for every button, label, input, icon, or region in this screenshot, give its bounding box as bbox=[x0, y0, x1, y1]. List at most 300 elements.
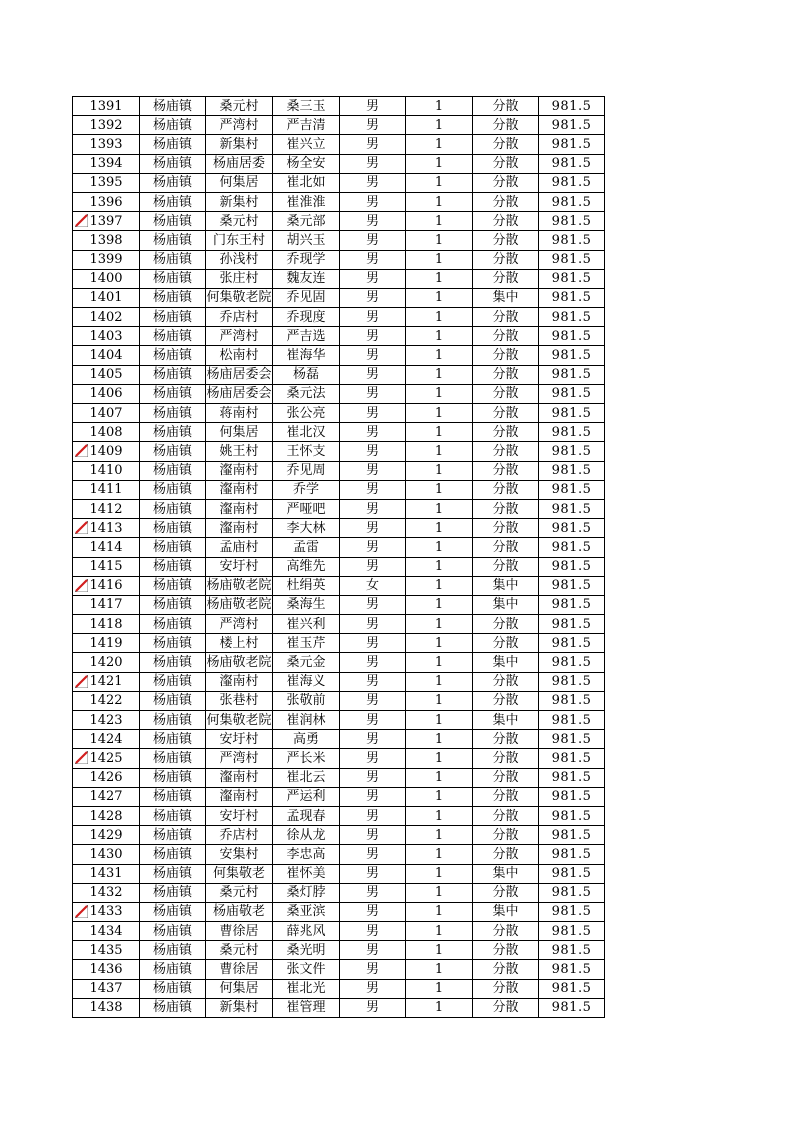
table-row[interactable] bbox=[73, 212, 605, 231]
amount-cell[interactable]: 981.5 bbox=[539, 845, 605, 864]
table-row[interactable] bbox=[73, 308, 605, 327]
table-row[interactable] bbox=[73, 327, 605, 346]
row-number-cell[interactable]: 1436 bbox=[73, 960, 140, 979]
amount-cell[interactable]: 981.5 bbox=[539, 308, 605, 327]
table-row[interactable] bbox=[73, 173, 605, 192]
person-name-cell[interactable]: 高维先 bbox=[273, 557, 340, 576]
row-number-cell[interactable]: 1409 bbox=[73, 442, 140, 461]
count-cell[interactable]: 1 bbox=[406, 442, 473, 461]
table-row[interactable] bbox=[73, 979, 605, 998]
support-mode-cell[interactable]: 分散 bbox=[473, 787, 539, 806]
village-cell[interactable]: 孙浅村 bbox=[206, 250, 273, 269]
count-cell[interactable]: 1 bbox=[406, 979, 473, 998]
support-mode-cell[interactable]: 分散 bbox=[473, 538, 539, 557]
table-row[interactable] bbox=[73, 442, 605, 461]
person-name-cell[interactable]: 严运利 bbox=[273, 787, 340, 806]
table-row[interactable] bbox=[73, 404, 605, 423]
table-row[interactable] bbox=[73, 365, 605, 384]
count-cell[interactable]: 1 bbox=[406, 845, 473, 864]
village-cell[interactable]: 新集村 bbox=[206, 135, 273, 154]
person-name-cell[interactable]: 崔管理 bbox=[273, 998, 340, 1017]
amount-cell[interactable]: 981.5 bbox=[539, 154, 605, 173]
person-name-cell[interactable]: 张敬前 bbox=[273, 691, 340, 710]
table-row[interactable] bbox=[73, 998, 605, 1017]
support-mode-cell[interactable]: 分散 bbox=[473, 883, 539, 902]
town-cell[interactable]: 杨庙镇 bbox=[140, 787, 206, 806]
gender-cell[interactable]: 男 bbox=[340, 998, 406, 1017]
table-row[interactable] bbox=[73, 154, 605, 173]
town-cell[interactable]: 杨庙镇 bbox=[140, 845, 206, 864]
village-cell[interactable]: 桑元村 bbox=[206, 97, 273, 116]
row-number-cell[interactable]: 1400 bbox=[73, 269, 140, 288]
support-mode-cell[interactable]: 分散 bbox=[473, 826, 539, 845]
row-number-cell[interactable]: 1426 bbox=[73, 768, 140, 787]
amount-cell[interactable]: 981.5 bbox=[539, 864, 605, 883]
row-number-cell[interactable]: 1415 bbox=[73, 557, 140, 576]
gender-cell[interactable]: 男 bbox=[340, 308, 406, 327]
village-cell[interactable]: 杨庙敬老院 bbox=[206, 653, 273, 672]
count-cell[interactable]: 1 bbox=[406, 787, 473, 806]
village-cell[interactable]: 安圩村 bbox=[206, 557, 273, 576]
village-cell[interactable]: 何集敬老院 bbox=[206, 288, 273, 307]
support-mode-cell[interactable]: 分散 bbox=[473, 960, 539, 979]
support-mode-cell[interactable]: 分散 bbox=[473, 922, 539, 941]
table-row[interactable] bbox=[73, 576, 605, 595]
town-cell[interactable]: 杨庙镇 bbox=[140, 595, 206, 614]
support-mode-cell[interactable]: 分散 bbox=[473, 941, 539, 960]
amount-cell[interactable]: 981.5 bbox=[539, 672, 605, 691]
table-row[interactable] bbox=[73, 250, 605, 269]
village-cell[interactable]: 安圩村 bbox=[206, 730, 273, 749]
table-row[interactable] bbox=[73, 269, 605, 288]
table-row[interactable] bbox=[73, 787, 605, 806]
table-row[interactable] bbox=[73, 672, 605, 691]
person-name-cell[interactable]: 桑三玉 bbox=[273, 97, 340, 116]
row-number-cell[interactable]: 1434 bbox=[73, 922, 140, 941]
amount-cell[interactable]: 981.5 bbox=[539, 941, 605, 960]
gender-cell[interactable]: 男 bbox=[340, 730, 406, 749]
town-cell[interactable]: 杨庙镇 bbox=[140, 308, 206, 327]
amount-cell[interactable]: 981.5 bbox=[539, 538, 605, 557]
person-name-cell[interactable]: 崔北光 bbox=[273, 979, 340, 998]
amount-cell[interactable]: 981.5 bbox=[539, 730, 605, 749]
table-row[interactable] bbox=[73, 615, 605, 634]
town-cell[interactable]: 杨庙镇 bbox=[140, 499, 206, 518]
row-number-cell[interactable]: 1418 bbox=[73, 615, 140, 634]
table-row[interactable] bbox=[73, 231, 605, 250]
village-cell[interactable]: 杨庙居委 bbox=[206, 154, 273, 173]
amount-cell[interactable]: 981.5 bbox=[539, 960, 605, 979]
support-mode-cell[interactable]: 分散 bbox=[473, 730, 539, 749]
gender-cell[interactable]: 男 bbox=[340, 461, 406, 480]
support-mode-cell[interactable]: 分散 bbox=[473, 192, 539, 211]
gender-cell[interactable]: 男 bbox=[340, 250, 406, 269]
gender-cell[interactable]: 男 bbox=[340, 154, 406, 173]
person-name-cell[interactable]: 杜绢英 bbox=[273, 576, 340, 595]
count-cell[interactable]: 1 bbox=[406, 634, 473, 653]
gender-cell[interactable]: 女 bbox=[340, 576, 406, 595]
count-cell[interactable]: 1 bbox=[406, 269, 473, 288]
row-number-cell[interactable]: 1433 bbox=[73, 902, 140, 921]
row-number-cell[interactable]: 1406 bbox=[73, 384, 140, 403]
town-cell[interactable]: 杨庙镇 bbox=[140, 97, 206, 116]
village-cell[interactable]: 乔店村 bbox=[206, 308, 273, 327]
row-number-cell[interactable]: 1393 bbox=[73, 135, 140, 154]
village-cell[interactable]: 何集居 bbox=[206, 423, 273, 442]
gender-cell[interactable]: 男 bbox=[340, 116, 406, 135]
amount-cell[interactable]: 981.5 bbox=[539, 634, 605, 653]
person-name-cell[interactable]: 乔现度 bbox=[273, 308, 340, 327]
person-name-cell[interactable]: 严吉选 bbox=[273, 327, 340, 346]
amount-cell[interactable]: 981.5 bbox=[539, 135, 605, 154]
table-row[interactable] bbox=[73, 864, 605, 883]
town-cell[interactable]: 杨庙镇 bbox=[140, 653, 206, 672]
gender-cell[interactable]: 男 bbox=[340, 960, 406, 979]
gender-cell[interactable]: 男 bbox=[340, 653, 406, 672]
amount-cell[interactable]: 981.5 bbox=[539, 902, 605, 921]
support-mode-cell[interactable]: 集中 bbox=[473, 595, 539, 614]
row-number-cell[interactable]: 1420 bbox=[73, 653, 140, 672]
gender-cell[interactable]: 男 bbox=[340, 864, 406, 883]
table-row[interactable] bbox=[73, 192, 605, 211]
row-number-cell[interactable]: 1408 bbox=[73, 423, 140, 442]
table-row[interactable] bbox=[73, 826, 605, 845]
row-number-cell[interactable]: 1427 bbox=[73, 787, 140, 806]
village-cell[interactable]: 姚王村 bbox=[206, 442, 273, 461]
gender-cell[interactable]: 男 bbox=[340, 634, 406, 653]
town-cell[interactable]: 杨庙镇 bbox=[140, 691, 206, 710]
count-cell[interactable]: 1 bbox=[406, 691, 473, 710]
count-cell[interactable]: 1 bbox=[406, 288, 473, 307]
row-number-cell[interactable]: 1414 bbox=[73, 538, 140, 557]
amount-cell[interactable]: 981.5 bbox=[539, 346, 605, 365]
person-name-cell[interactable]: 胡兴玉 bbox=[273, 231, 340, 250]
amount-cell[interactable]: 981.5 bbox=[539, 979, 605, 998]
amount-cell[interactable]: 981.5 bbox=[539, 442, 605, 461]
support-mode-cell[interactable]: 分散 bbox=[473, 768, 539, 787]
row-number-cell[interactable]: 1437 bbox=[73, 979, 140, 998]
row-number-cell[interactable]: 1422 bbox=[73, 691, 140, 710]
row-number-cell[interactable]: 1401 bbox=[73, 288, 140, 307]
amount-cell[interactable]: 981.5 bbox=[539, 653, 605, 672]
support-mode-cell[interactable]: 分散 bbox=[473, 346, 539, 365]
table-row[interactable] bbox=[73, 519, 605, 538]
support-mode-cell[interactable]: 分散 bbox=[473, 250, 539, 269]
village-cell[interactable]: 曹徐居 bbox=[206, 960, 273, 979]
count-cell[interactable]: 1 bbox=[406, 998, 473, 1017]
support-mode-cell[interactable]: 分散 bbox=[473, 749, 539, 768]
count-cell[interactable]: 1 bbox=[406, 576, 473, 595]
town-cell[interactable]: 杨庙镇 bbox=[140, 116, 206, 135]
support-mode-cell[interactable]: 分散 bbox=[473, 806, 539, 825]
village-cell[interactable]: 瀣南村 bbox=[206, 519, 273, 538]
town-cell[interactable]: 杨庙镇 bbox=[140, 806, 206, 825]
gender-cell[interactable]: 男 bbox=[340, 557, 406, 576]
table-row[interactable] bbox=[73, 346, 605, 365]
gender-cell[interactable]: 男 bbox=[340, 902, 406, 921]
row-number-cell[interactable]: 1394 bbox=[73, 154, 140, 173]
village-cell[interactable]: 何集居 bbox=[206, 979, 273, 998]
count-cell[interactable]: 1 bbox=[406, 308, 473, 327]
village-cell[interactable]: 瀣南村 bbox=[206, 480, 273, 499]
person-name-cell[interactable]: 杨磊 bbox=[273, 365, 340, 384]
table-row[interactable] bbox=[73, 499, 605, 518]
gender-cell[interactable]: 男 bbox=[340, 499, 406, 518]
town-cell[interactable]: 杨庙镇 bbox=[140, 288, 206, 307]
gender-cell[interactable]: 男 bbox=[340, 442, 406, 461]
amount-cell[interactable]: 981.5 bbox=[539, 883, 605, 902]
town-cell[interactable]: 杨庙镇 bbox=[140, 615, 206, 634]
person-name-cell[interactable]: 严吉清 bbox=[273, 116, 340, 135]
person-name-cell[interactable]: 桑元部 bbox=[273, 212, 340, 231]
gender-cell[interactable]: 男 bbox=[340, 538, 406, 557]
count-cell[interactable]: 1 bbox=[406, 173, 473, 192]
count-cell[interactable]: 1 bbox=[406, 768, 473, 787]
row-number-cell[interactable]: 1410 bbox=[73, 461, 140, 480]
village-cell[interactable]: 瀣南村 bbox=[206, 768, 273, 787]
person-name-cell[interactable]: 李忠高 bbox=[273, 845, 340, 864]
amount-cell[interactable]: 981.5 bbox=[539, 269, 605, 288]
row-number-cell[interactable]: 1407 bbox=[73, 404, 140, 423]
count-cell[interactable]: 1 bbox=[406, 922, 473, 941]
person-name-cell[interactable]: 徐从龙 bbox=[273, 826, 340, 845]
count-cell[interactable]: 1 bbox=[406, 231, 473, 250]
table-row[interactable] bbox=[73, 116, 605, 135]
count-cell[interactable]: 1 bbox=[406, 250, 473, 269]
support-mode-cell[interactable]: 分散 bbox=[473, 845, 539, 864]
town-cell[interactable]: 杨庙镇 bbox=[140, 442, 206, 461]
table-row[interactable] bbox=[73, 461, 605, 480]
town-cell[interactable]: 杨庙镇 bbox=[140, 135, 206, 154]
support-mode-cell[interactable]: 分散 bbox=[473, 231, 539, 250]
count-cell[interactable]: 1 bbox=[406, 212, 473, 231]
amount-cell[interactable]: 981.5 bbox=[539, 576, 605, 595]
village-cell[interactable]: 严湾村 bbox=[206, 116, 273, 135]
village-cell[interactable]: 桑元村 bbox=[206, 212, 273, 231]
person-name-cell[interactable]: 桑元法 bbox=[273, 384, 340, 403]
person-name-cell[interactable]: 桑海生 bbox=[273, 595, 340, 614]
amount-cell[interactable]: 981.5 bbox=[539, 806, 605, 825]
person-name-cell[interactable]: 崔润林 bbox=[273, 711, 340, 730]
town-cell[interactable]: 杨庙镇 bbox=[140, 826, 206, 845]
support-mode-cell[interactable]: 分散 bbox=[473, 557, 539, 576]
count-cell[interactable]: 1 bbox=[406, 404, 473, 423]
count-cell[interactable]: 1 bbox=[406, 461, 473, 480]
person-name-cell[interactable]: 杨全安 bbox=[273, 154, 340, 173]
town-cell[interactable]: 杨庙镇 bbox=[140, 960, 206, 979]
town-cell[interactable]: 杨庙镇 bbox=[140, 902, 206, 921]
amount-cell[interactable]: 981.5 bbox=[539, 384, 605, 403]
town-cell[interactable]: 杨庙镇 bbox=[140, 519, 206, 538]
town-cell[interactable]: 杨庙镇 bbox=[140, 461, 206, 480]
count-cell[interactable]: 1 bbox=[406, 653, 473, 672]
town-cell[interactable]: 杨庙镇 bbox=[140, 212, 206, 231]
village-cell[interactable]: 杨庙敬老院 bbox=[206, 595, 273, 614]
person-name-cell[interactable]: 崔北汉 bbox=[273, 423, 340, 442]
village-cell[interactable]: 蒋南村 bbox=[206, 404, 273, 423]
town-cell[interactable]: 杨庙镇 bbox=[140, 864, 206, 883]
gender-cell[interactable]: 男 bbox=[340, 749, 406, 768]
town-cell[interactable]: 杨庙镇 bbox=[140, 883, 206, 902]
person-name-cell[interactable]: 崔兴利 bbox=[273, 615, 340, 634]
gender-cell[interactable]: 男 bbox=[340, 691, 406, 710]
gender-cell[interactable]: 男 bbox=[340, 711, 406, 730]
gender-cell[interactable]: 男 bbox=[340, 595, 406, 614]
row-number-cell[interactable]: 1423 bbox=[73, 711, 140, 730]
table-row[interactable] bbox=[73, 845, 605, 864]
count-cell[interactable]: 1 bbox=[406, 499, 473, 518]
town-cell[interactable]: 杨庙镇 bbox=[140, 749, 206, 768]
row-number-cell[interactable]: 1395 bbox=[73, 173, 140, 192]
table-row[interactable] bbox=[73, 97, 605, 116]
village-cell[interactable]: 瀣南村 bbox=[206, 787, 273, 806]
count-cell[interactable]: 1 bbox=[406, 826, 473, 845]
support-mode-cell[interactable]: 分散 bbox=[473, 480, 539, 499]
support-mode-cell[interactable]: 分散 bbox=[473, 979, 539, 998]
amount-cell[interactable]: 981.5 bbox=[539, 192, 605, 211]
gender-cell[interactable]: 男 bbox=[340, 384, 406, 403]
village-cell[interactable]: 杨庙居委会 bbox=[206, 384, 273, 403]
person-name-cell[interactable]: 桑灯脖 bbox=[273, 883, 340, 902]
gender-cell[interactable]: 男 bbox=[340, 97, 406, 116]
gender-cell[interactable]: 男 bbox=[340, 480, 406, 499]
count-cell[interactable]: 1 bbox=[406, 192, 473, 211]
person-name-cell[interactable]: 崔海义 bbox=[273, 672, 340, 691]
support-mode-cell[interactable]: 分散 bbox=[473, 404, 539, 423]
person-name-cell[interactable]: 崔怀美 bbox=[273, 864, 340, 883]
person-name-cell[interactable]: 崔淮淮 bbox=[273, 192, 340, 211]
gender-cell[interactable]: 男 bbox=[340, 883, 406, 902]
row-number-cell[interactable]: 1413 bbox=[73, 519, 140, 538]
amount-cell[interactable]: 981.5 bbox=[539, 231, 605, 250]
person-name-cell[interactable]: 张文件 bbox=[273, 960, 340, 979]
amount-cell[interactable]: 981.5 bbox=[539, 711, 605, 730]
row-number-cell[interactable]: 1403 bbox=[73, 327, 140, 346]
count-cell[interactable]: 1 bbox=[406, 557, 473, 576]
gender-cell[interactable]: 男 bbox=[340, 941, 406, 960]
count-cell[interactable]: 1 bbox=[406, 423, 473, 442]
gender-cell[interactable]: 男 bbox=[340, 269, 406, 288]
count-cell[interactable]: 1 bbox=[406, 519, 473, 538]
table-row[interactable] bbox=[73, 806, 605, 825]
town-cell[interactable]: 杨庙镇 bbox=[140, 998, 206, 1017]
village-cell[interactable]: 门东王村 bbox=[206, 231, 273, 250]
person-name-cell[interactable]: 乔见周 bbox=[273, 461, 340, 480]
support-mode-cell[interactable]: 集中 bbox=[473, 576, 539, 595]
village-cell[interactable]: 松南村 bbox=[206, 346, 273, 365]
town-cell[interactable]: 杨庙镇 bbox=[140, 154, 206, 173]
count-cell[interactable]: 1 bbox=[406, 327, 473, 346]
village-cell[interactable]: 乔店村 bbox=[206, 826, 273, 845]
count-cell[interactable]: 1 bbox=[406, 864, 473, 883]
table-row[interactable] bbox=[73, 480, 605, 499]
person-name-cell[interactable]: 桑光明 bbox=[273, 941, 340, 960]
village-cell[interactable]: 新集村 bbox=[206, 998, 273, 1017]
village-cell[interactable]: 严湾村 bbox=[206, 327, 273, 346]
count-cell[interactable]: 1 bbox=[406, 135, 473, 154]
gender-cell[interactable]: 男 bbox=[340, 845, 406, 864]
support-mode-cell[interactable]: 分散 bbox=[473, 135, 539, 154]
count-cell[interactable]: 1 bbox=[406, 480, 473, 499]
table-row[interactable] bbox=[73, 557, 605, 576]
support-mode-cell[interactable]: 分散 bbox=[473, 97, 539, 116]
gender-cell[interactable]: 男 bbox=[340, 192, 406, 211]
row-number-cell[interactable]: 1429 bbox=[73, 826, 140, 845]
count-cell[interactable]: 1 bbox=[406, 730, 473, 749]
village-cell[interactable]: 安圩村 bbox=[206, 806, 273, 825]
village-cell[interactable]: 何集居 bbox=[206, 173, 273, 192]
gender-cell[interactable]: 男 bbox=[340, 404, 406, 423]
support-mode-cell[interactable]: 分散 bbox=[473, 499, 539, 518]
amount-cell[interactable]: 981.5 bbox=[539, 595, 605, 614]
count-cell[interactable]: 1 bbox=[406, 384, 473, 403]
count-cell[interactable]: 1 bbox=[406, 615, 473, 634]
gender-cell[interactable]: 男 bbox=[340, 615, 406, 634]
person-name-cell[interactable]: 魏友连 bbox=[273, 269, 340, 288]
table-row[interactable] bbox=[73, 423, 605, 442]
row-number-cell[interactable]: 1435 bbox=[73, 941, 140, 960]
count-cell[interactable]: 1 bbox=[406, 672, 473, 691]
support-mode-cell[interactable]: 集中 bbox=[473, 288, 539, 307]
town-cell[interactable]: 杨庙镇 bbox=[140, 768, 206, 787]
table-row[interactable] bbox=[73, 653, 605, 672]
gender-cell[interactable]: 男 bbox=[340, 787, 406, 806]
village-cell[interactable]: 新集村 bbox=[206, 192, 273, 211]
support-mode-cell[interactable]: 分散 bbox=[473, 154, 539, 173]
village-cell[interactable]: 杨庙敬老 bbox=[206, 902, 273, 921]
person-name-cell[interactable]: 孟雷 bbox=[273, 538, 340, 557]
row-number-cell[interactable]: 1392 bbox=[73, 116, 140, 135]
amount-cell[interactable]: 981.5 bbox=[539, 461, 605, 480]
table-row[interactable] bbox=[73, 768, 605, 787]
support-mode-cell[interactable]: 分散 bbox=[473, 308, 539, 327]
table-row[interactable] bbox=[73, 749, 605, 768]
table-row[interactable] bbox=[73, 902, 605, 921]
town-cell[interactable]: 杨庙镇 bbox=[140, 327, 206, 346]
support-mode-cell[interactable]: 集中 bbox=[473, 902, 539, 921]
amount-cell[interactable]: 981.5 bbox=[539, 480, 605, 499]
person-name-cell[interactable]: 李大林 bbox=[273, 519, 340, 538]
village-cell[interactable]: 瀣南村 bbox=[206, 461, 273, 480]
count-cell[interactable]: 1 bbox=[406, 806, 473, 825]
amount-cell[interactable]: 981.5 bbox=[539, 557, 605, 576]
row-number-cell[interactable]: 1424 bbox=[73, 730, 140, 749]
town-cell[interactable]: 杨庙镇 bbox=[140, 365, 206, 384]
row-number-cell[interactable]: 1430 bbox=[73, 845, 140, 864]
town-cell[interactable]: 杨庙镇 bbox=[140, 634, 206, 653]
row-number-cell[interactable]: 1416 bbox=[73, 576, 140, 595]
town-cell[interactable]: 杨庙镇 bbox=[140, 730, 206, 749]
person-name-cell[interactable]: 王怀支 bbox=[273, 442, 340, 461]
support-mode-cell[interactable]: 分散 bbox=[473, 212, 539, 231]
count-cell[interactable]: 1 bbox=[406, 883, 473, 902]
count-cell[interactable]: 1 bbox=[406, 595, 473, 614]
support-mode-cell[interactable]: 分散 bbox=[473, 269, 539, 288]
count-cell[interactable]: 1 bbox=[406, 154, 473, 173]
village-cell[interactable]: 曹徐居 bbox=[206, 922, 273, 941]
amount-cell[interactable]: 981.5 bbox=[539, 998, 605, 1017]
village-cell[interactable]: 严湾村 bbox=[206, 749, 273, 768]
table-row[interactable] bbox=[73, 922, 605, 941]
table-row[interactable] bbox=[73, 288, 605, 307]
row-number-cell[interactable]: 1425 bbox=[73, 749, 140, 768]
table-row[interactable] bbox=[73, 883, 605, 902]
person-name-cell[interactable]: 严哑吧 bbox=[273, 499, 340, 518]
town-cell[interactable]: 杨庙镇 bbox=[140, 711, 206, 730]
support-mode-cell[interactable]: 分散 bbox=[473, 384, 539, 403]
row-number-cell[interactable]: 1432 bbox=[73, 883, 140, 902]
support-mode-cell[interactable]: 分散 bbox=[473, 327, 539, 346]
